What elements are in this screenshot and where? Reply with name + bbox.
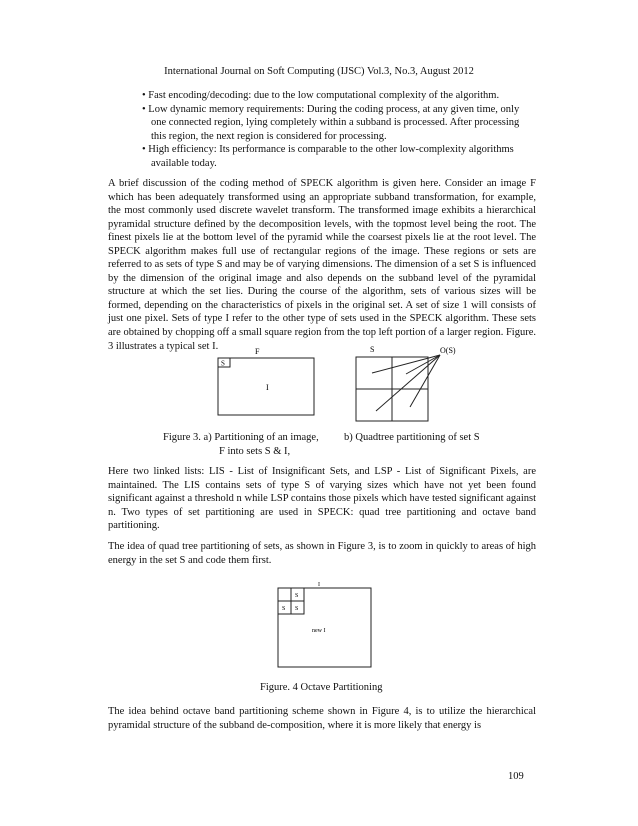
figure-3a-label-f: F: [255, 347, 260, 356]
figure-3b-quadtree: [348, 341, 476, 423]
page-number: 109: [508, 771, 524, 782]
running-header: International Journal on Soft Computing (IJSC) Vol.3, No.3, August 2012: [164, 66, 474, 77]
figure-3a-caption-line1: Figure 3. a) Partitioning of an image,: [163, 432, 319, 443]
list-item: • Low dynamic memory requirements: During the coding process, at any given time, only one connected region, lying completely within a subband is processed. After processing this region, the next region is considered for processing.: [142, 103, 520, 142]
figure-4-label-i: I: [318, 582, 320, 588]
feature-list: [142, 89, 536, 171]
figure-3a-image-partition: [212, 343, 322, 418]
figure-3b-label-os: O(S): [440, 346, 456, 355]
arrow-line: [410, 355, 440, 407]
figure-4-label-new-i: new I: [312, 628, 326, 634]
figure-4-caption: Figure. 4 Octave Partitioning: [260, 682, 383, 693]
paragraph-octave-idea: The idea behind octave band partitioning scheme shown in Figure 4, is to utilize the hierarchical pyramidal structure of the subband de-composition, where it is more likely that energy is: [108, 706, 536, 731]
figure-4-label-s-top: S: [295, 593, 299, 599]
figure-4-label-s-right: S: [295, 606, 299, 612]
list-item: • Fast encoding/decoding: due to the low computational complexity of the algorithm.: [142, 90, 500, 101]
paragraph-linked-lists: Here two linked lists: LIS - List of Insignificant Sets, and LSP - List of Significant Pixels, are maintained. The LIS contains sets of type S of varying sizes which have not yet been found significant against a threshold n while LSP contains those pixels which have tested significant against n. Two types of set partitioning are used in SPECK: quad tree partitioning and octave band partitioning.: [108, 466, 536, 532]
figure-3b-caption: b) Quadtree partitioning of set S: [344, 432, 480, 443]
figure-3a-label-s: S: [221, 359, 225, 368]
figure-4-label-s-left: S: [282, 606, 286, 612]
figure-3b-label-s: S: [370, 345, 375, 354]
paragraph-speck-intro: A brief discussion of the coding method of SPECK algorithm is given here. Consider an image F which has been adequately transformed using an appropriate subband transformation, for example, the most commonly used discrete wavelet transform. The transformed image exhibits a hierarchical pyramidal structure defined by the decomposition levels, with the topmost level being the root. The finest pixels lie at the bottom level of the pyramid while the coarsest pixels lie at the root level. The SPECK algorithm makes full use of rectangular regions of the image. These regions or sets are referred to as sets of type S and may be of varying dimensions. The dimension of a set S is influenced by the dimension of the original image and also depends on the subband level of the pyramidal structure at which the set lies. During the course of the algorithm, sets of various sizes will be formed, depending on the characteristics of pixels in the original set. A set of size 1 will consists of just one pixel. Sets of type I refer to the other type of sets used in the SPECK algorithm. These sets are obtained by chopping off a small square region from the top left portion of a larger region. Figure. 3 illustrates a typical set I.: [108, 178, 536, 352]
figure-4-octave-partition: [274, 578, 374, 670]
paragraph-quadtree-idea: The idea of quad tree partitioning of sets, as shown in Figure 3, is to zoom in quickly to areas of high energy in the set S and code them first.: [108, 541, 536, 566]
figure-3a-caption-line2: F into sets S & I,: [219, 446, 291, 457]
list-item: • High efficiency: Its performance is comparable to the other low-complexity algorithms available today.: [142, 144, 514, 169]
figure-3a-label-i: I: [266, 383, 269, 392]
